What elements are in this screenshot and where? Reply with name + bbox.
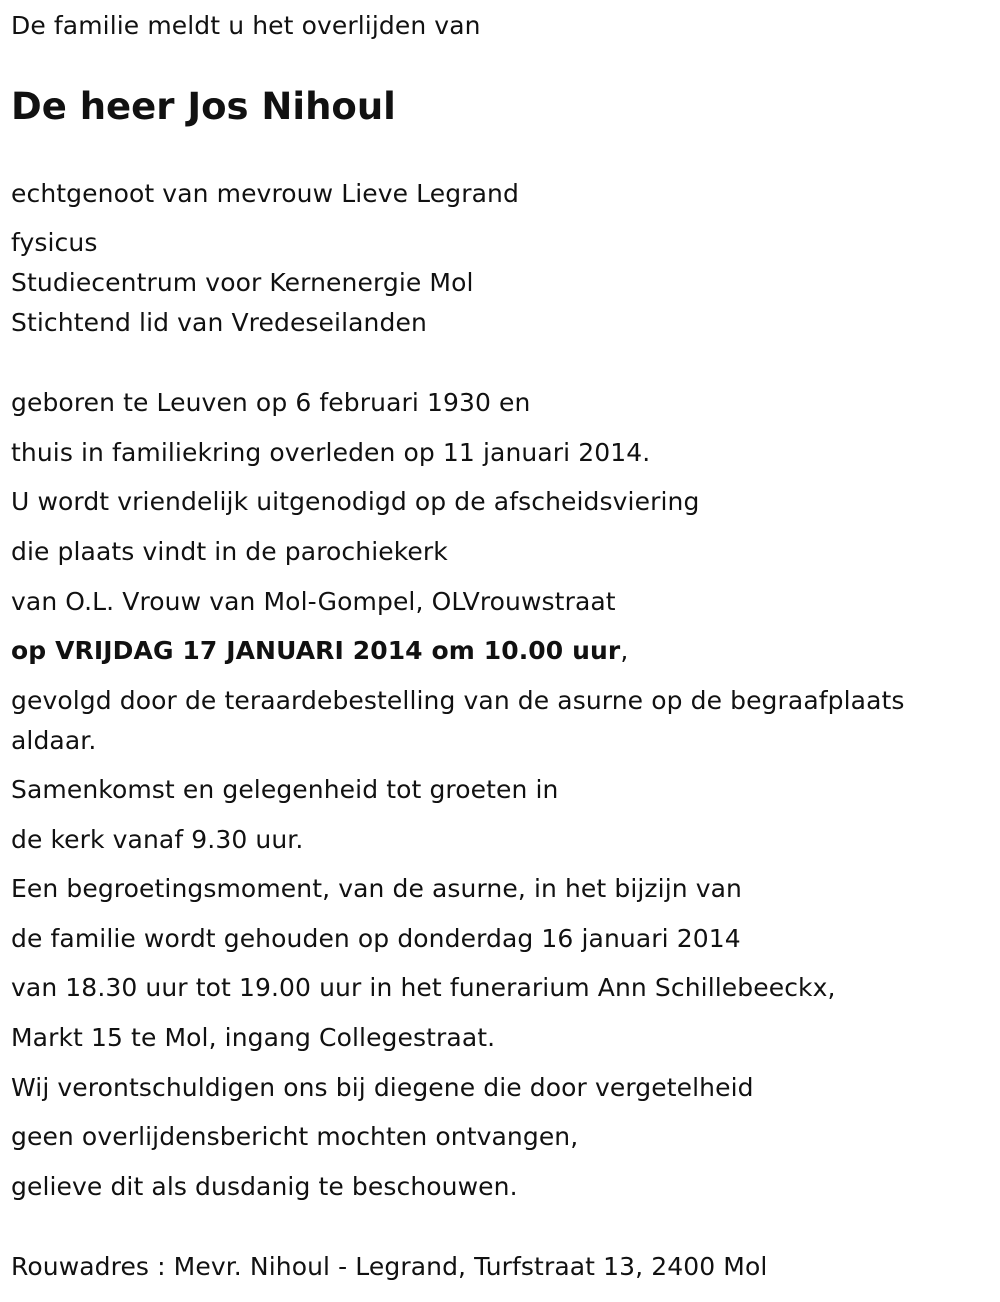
born-text: geboren te Leuven op 6 februari 1930 en: [11, 388, 531, 417]
role-employer: Studiecentrum voor Kernenergie Mol: [11, 268, 474, 297]
role-occupation: fysicus: [11, 228, 98, 257]
place-text-2: van O.L. Vrouw van Mol-Gompel, OLVrouwstraat: [11, 587, 616, 616]
apology-text-1: Wij verontschuldigen ons bij diegene die door vergetelheid: [11, 1073, 754, 1102]
ceremony-date-line: [11, 631, 628, 671]
ceremony-date: op VRIJDAG 17 JANUARI 2014 om 10.00 uur: [11, 636, 621, 665]
mourning-address: Rouwadres : Mevr. Nihoul - Legrand, Turfstraat 13, 2400 Mol: [11, 1252, 768, 1281]
place-text-1: die plaats vindt in de parochiekerk: [11, 537, 448, 566]
apology-text-2: geen overlijdensbericht mochten ontvangen,: [11, 1122, 579, 1151]
deceased-name: De heer Jos Nihoul: [11, 85, 396, 128]
died-text: thuis in familiekring overleden op 11 januari 2014.: [11, 438, 651, 467]
greeting-text-1: Een begroetingsmoment, van de asurne, in het bijzijn van: [11, 874, 742, 903]
greeting-text-2: de familie wordt gehouden op donderdag 16 januari 2014: [11, 924, 741, 953]
meeting-text-1: Samenkomst en gelegenheid tot groeten in: [11, 775, 559, 804]
meeting-text-2: de kerk vanaf 9.30 uur.: [11, 825, 304, 854]
greeting-text-4: Markt 15 te Mol, ingang Collegestraat.: [11, 1023, 496, 1052]
role-founder: Stichtend lid van Vredeseilanden: [11, 308, 427, 337]
ceremony-date-comma: ,: [620, 636, 629, 665]
burial-text: gevolgd door de teraardebestelling van de asurne op de begraafplaats aldaar.: [11, 686, 905, 755]
intro-text: De familie meldt u het overlijden van: [11, 11, 481, 40]
spouse-text: echtgenoot van mevrouw Lieve Legrand: [11, 179, 519, 208]
greeting-text-3: van 18.30 uur tot 19.00 uur in het funerarium Ann Schillebeeckx,: [11, 973, 836, 1002]
invite-text: U wordt vriendelijk uitgenodigd op de afscheidsviering: [11, 487, 700, 516]
apology-text-3: gelieve dit als dusdanig te beschouwen.: [11, 1172, 518, 1201]
